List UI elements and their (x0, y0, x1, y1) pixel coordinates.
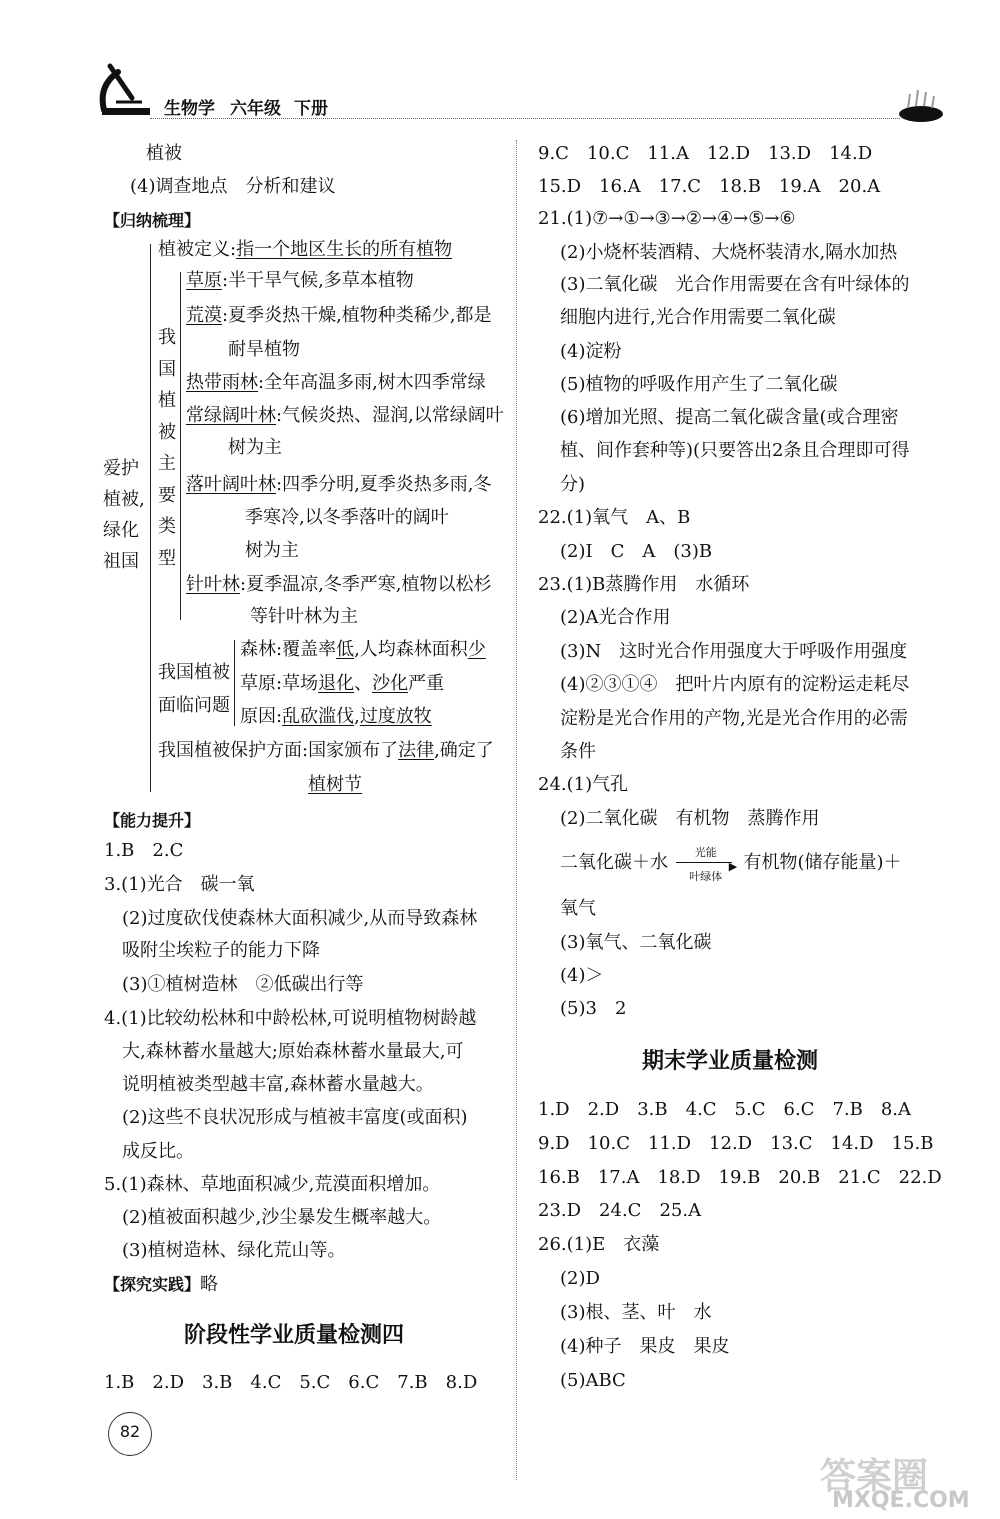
problem-grassland: 草原:草场退化、沙化严重 (240, 673, 445, 694)
equation-left: 二氧化碳＋水 (560, 852, 668, 873)
left-top-line-1: 植被 (146, 143, 182, 164)
right-line-b-3: (4)＞ (560, 965, 604, 986)
right-line-a-3: 21.(1)⑦→①→③→②→④→⑤→⑥ (538, 208, 796, 229)
problems-label: 我国植被 面临问题 (158, 662, 230, 716)
right-line-c-1: 1.D 2.D 3.B 4.C 5.C 6.C 7.B 8.A (538, 1099, 912, 1120)
type-rainforest: 热带雨林:全年高温多雨,树木四季常绿 (186, 372, 486, 393)
ability-line-9: (2)这些不良状况形成与植被丰富度(或面积) (122, 1107, 468, 1128)
microscope-logo-icon (96, 58, 158, 120)
right-line-a-6: 细胞内进行,光合作用需要二氧化碳 (560, 307, 836, 328)
right-line-a-2: 15.D 16.A 17.C 18.B 19.A 20.A (538, 176, 881, 197)
section4-answers: 1.B 2.D 3.B 4.C 5.C 6.C 7.B 8.D (104, 1372, 478, 1393)
problem-cause: 原因:乱砍滥伐,过度放牧 (240, 706, 432, 727)
ability-line-10: 成反比。 (122, 1141, 194, 1162)
right-line-b-2: (3)氧气、二氧化碳 (560, 932, 712, 953)
ability-line-2: 3.(1)光合 碳一氧 (104, 874, 255, 895)
final-exam-title: 期末学业质量检测 (642, 1049, 819, 1074)
types-label: 我 国 植 被 主 要 类 型 (158, 327, 176, 569)
right-line-a-4: (2)小烧杯装酒精、大烧杯装清水,隔水加热 (560, 242, 898, 263)
summary-heading: 【归纳梳理】 (104, 211, 201, 230)
equation-right: 有机物(储存能量)＋ (743, 852, 902, 873)
ability-line-12: (2)植被面积越少,沙尘暴发生概率越大。 (122, 1207, 442, 1228)
right-line-a-1: 9.C 10.C 11.A 12.D 13.D 14.D (538, 143, 873, 164)
tree-root-label: 爱护 植被, 绿化 祖国 (103, 458, 145, 572)
problems-bracket (234, 640, 235, 726)
type-desert-cont: 耐旱植物 (228, 339, 300, 360)
right-line-c-8: (4)种子 果皮 果皮 (560, 1336, 730, 1357)
protection-line: 我国植被保护方面:国家颁布了法律,确定了 (158, 740, 494, 761)
type-evergreen-cont: 树为主 (228, 437, 282, 458)
type-desert: 荒漠:夏季炎热干燥,植物种类稀少,都是 (186, 305, 492, 326)
type-grassland: 草原:半干旱气候,多草本植物 (186, 270, 414, 291)
right-line-a-13: (2)I C A (3)B (560, 541, 713, 562)
type-coniferous: 针叶林:夏季温凉,冬季严寒,植物以松杉 (186, 574, 492, 595)
type-deciduous: 落叶阔叶林:四季分明,夏季炎热多雨,冬 (186, 474, 492, 495)
right-line-c-6: (2)D (560, 1268, 600, 1289)
right-line-c-5: 26.(1)E 衣藻 (538, 1234, 660, 1255)
tree-main-bracket (150, 244, 151, 792)
equation (560, 846, 902, 883)
right-line-b-1: 氧气 (560, 898, 596, 919)
right-line-c-7: (3)根、茎、叶 水 (560, 1302, 712, 1323)
ability-line-3: (2)过度砍伐使森林大面积减少,从而导致森林 (122, 908, 478, 929)
ability-line-8: 说明植被类型越丰富,森林蓄水量越大。 (122, 1074, 434, 1095)
right-line-a-21: (2)二氧化碳 有机物 蒸腾作用 (560, 808, 820, 829)
header-rule (150, 118, 900, 119)
types-bracket (180, 272, 181, 620)
watermark-bottom: MXQE.COM (832, 1488, 970, 1513)
type-evergreen: 常绿阔叶林:气候炎热、湿润,以常绿阔叶 (186, 405, 504, 426)
explore-line: 【探究实践】略 (104, 1274, 219, 1295)
right-line-a-11: 分) (560, 474, 586, 495)
ability-heading: 【能力提升】 (104, 811, 201, 830)
page-number-badge (108, 1412, 152, 1456)
type-deciduous-cont-1: 季寒冷,以冬季落叶的阔叶 (245, 507, 449, 528)
column-divider (516, 140, 517, 1480)
right-line-c-2: 9.D 10.C 11.D 12.D 13.C 14.D 15.B (538, 1133, 934, 1154)
right-line-a-15: (2)A光合作用 (560, 607, 671, 628)
watermark-top: 答案圈 (820, 1456, 929, 1497)
ability-line-6: 4.(1)比较幼松林和中龄松林,可说明植物树龄越 (104, 1008, 477, 1029)
right-line-a-17: (4)②③①④ 把叶片内原有的淀粉运走耗尽 (560, 674, 910, 695)
right-line-a-14: 23.(1)B蒸腾作用 水循环 (538, 574, 750, 595)
right-line-a-8: (5)植物的呼吸作用产生了二氧化碳 (560, 374, 838, 395)
type-deciduous-cont-2: 树为主 (245, 540, 299, 561)
right-line-b-4: (5)3 2 (560, 998, 627, 1019)
right-line-c-3: 16.B 17.A 18.D 19.B 20.B 21.C 22.D (538, 1167, 942, 1188)
header-grade: 六年级 (230, 99, 281, 119)
right-line-a-5: (3)二氧化碳 光合作用需要在含有叶绿体的 (560, 274, 910, 295)
ability-line-4: 吸附尘埃粒子的能力下降 (122, 940, 320, 961)
right-line-a-10: 植、间作套种等)(只要答出2条且合理即可得 (560, 440, 910, 461)
right-line-a-16: (3)N 这时光合作用强度大于呼吸作用强度 (560, 641, 908, 662)
right-line-a-9: (6)增加光照、提高二氧化碳含量(或合理密 (560, 407, 899, 428)
header-decoration-icon (896, 84, 946, 126)
right-line-a-7: (4)淀粉 (560, 341, 622, 362)
right-line-a-18: 淀粉是光合作用的产物,光是光合作用的必需 (560, 708, 908, 729)
protection-arbor-day: 植树节 (308, 774, 362, 795)
section4-title: 阶段性学业质量检测四 (184, 1323, 405, 1348)
right-line-c-9: (5)ABC (560, 1370, 626, 1391)
right-line-a-20: 24.(1)气孔 (538, 774, 629, 795)
right-line-c-4: 23.D 24.C 25.A (538, 1200, 702, 1221)
right-line-a-12: 22.(1)氧气 A、B (538, 507, 691, 528)
ability-line-11: 5.(1)森林、草地面积减少,荒漠面积增加。 (104, 1174, 441, 1195)
ability-line-1: 1.B 2.C (104, 840, 184, 861)
equation-arrow: 光能 ▶ 叶绿体 (674, 852, 738, 874)
ability-line-7: 大,森林蓄水量越大;原始森林蓄水量最大,可 (122, 1041, 464, 1062)
ability-line-13: (3)植树造林、绿化荒山等。 (122, 1240, 346, 1261)
type-coniferous-cont: 等针叶林为主 (250, 606, 358, 627)
right-line-a-19: 条件 (560, 741, 596, 762)
left-top-line-2: (4)调查地点 分析和建议 (130, 176, 336, 197)
header-subject: 生物学 (164, 99, 215, 119)
problem-forest: 森林:覆盖率低,人均森林面积少 (240, 639, 486, 660)
header-volume: 下册 (294, 99, 328, 119)
page-number: 82 (119, 1422, 141, 1441)
tree-definition: 植被定义:指一个地区生长的所有植物 (158, 239, 453, 260)
ability-line-5: (3)①植树造林 ②低碳出行等 (122, 974, 364, 995)
